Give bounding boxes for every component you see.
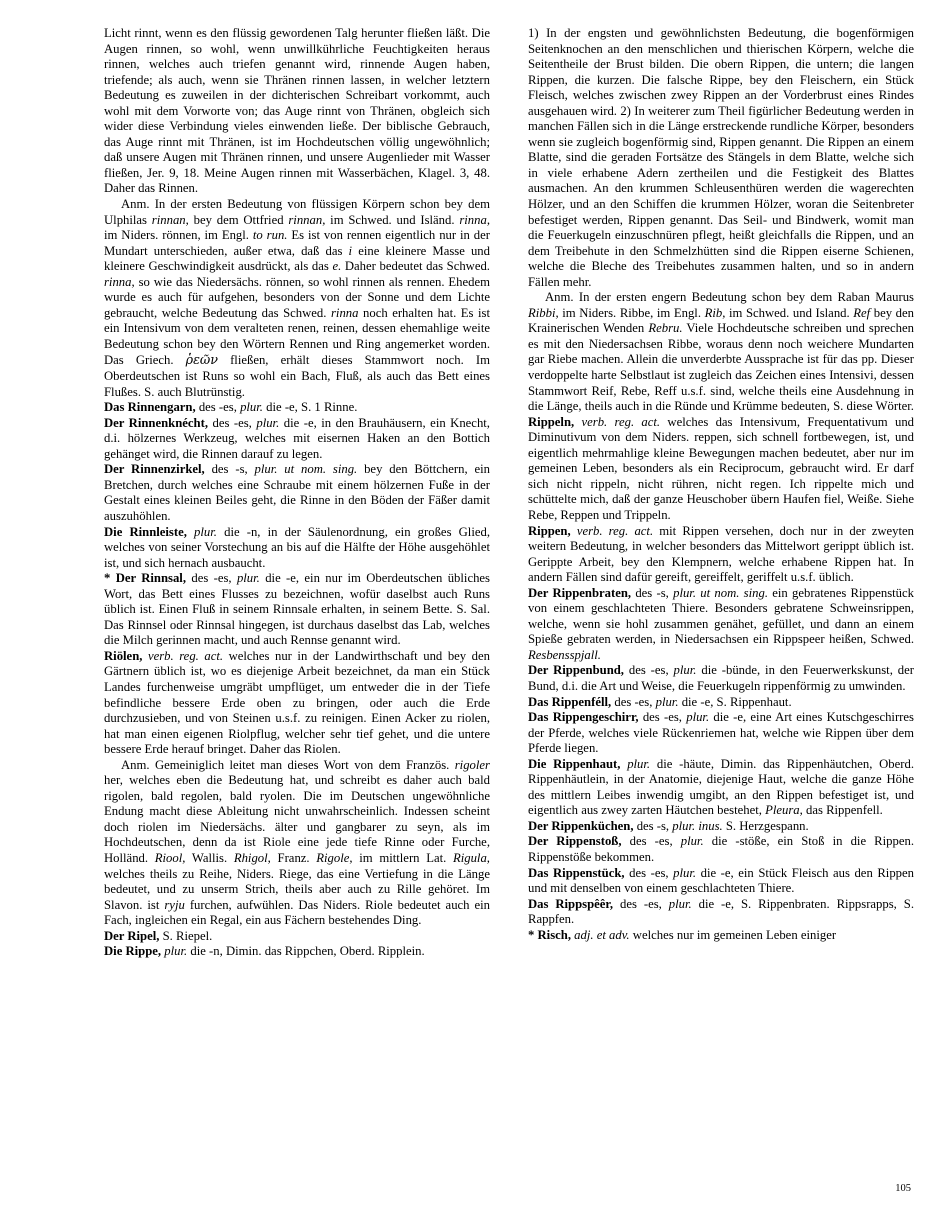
entry-italic: adj. et adv.	[574, 927, 630, 942]
dictionary-entry	[528, 415, 914, 524]
entry-text: die -e, ein Stück Fleisch aus den Rippen und mit denselben von einem geschlachteten Thiere.	[528, 865, 914, 896]
entry-text: die -bünde, in den Feuerwerkskunst, der Bund, d.i. die Art und Weise, die Feuerkugeln rippenförmig zu umwinden.	[528, 663, 914, 693]
dictionary-entry	[528, 695, 914, 711]
dictionary-entry	[528, 819, 914, 835]
dictionary-entry	[104, 571, 490, 649]
entry-text: welches theils zu Reihe, Niders. Riege, das eine Vertiefung in die Länge bedeutet, und zu unserm Strich, theils aber auch zu Rille gehöret. Im Slavon. ist	[104, 866, 490, 912]
entry-italic: plur. inus.	[672, 818, 723, 833]
entry-headword: Der Rippenküchen,	[528, 818, 634, 833]
dictionary-entry	[104, 649, 490, 758]
entry-text: die -e, S. 1 Rinne.	[262, 400, 358, 415]
entry-italic: Ribbi,	[528, 305, 559, 320]
entry-italic: plur.	[673, 663, 697, 678]
dictionary-entry	[104, 929, 490, 945]
dictionary-entry	[104, 944, 490, 960]
dictionary-entry	[104, 758, 490, 929]
dictionary-entry	[528, 897, 914, 928]
entry-headword: Der Ripel,	[104, 928, 160, 943]
dictionary-entry	[104, 400, 490, 416]
entry-text: Anm. In der ersten Bedeutung von flüssigen Körpern schon bey dem Ulphilas	[104, 197, 490, 227]
entry-headword: Das Rippspêêr,	[528, 896, 614, 911]
entry-text: des -es,	[638, 710, 687, 725]
entry-italic: to run.	[252, 228, 288, 243]
entry-text: im Niders. Ribbe, im Engl.	[558, 305, 705, 320]
entry-text: die -e, in den Brauhäusern, ein Knecht, d.i. hölzernes Werkzeug, welches mit eisernen Haken an den Bottich gehänget wird, die Rinnen darauf zu legen.	[104, 415, 490, 461]
entry-text: noch erhalten hat. Es ist ein Intensivum von dem veralteten renen, reinen, dessen ehemahlige weite Bedeutung schon bey den Wörtern Rennen und Ring angemerket worden. Das Griech.	[104, 305, 490, 368]
entry-text: welches nur im gemeinen Leben einiger	[629, 927, 837, 942]
entry-text: furchen, aufwühlen. Das Niders. Riole bedeutet auch ein Fach, ingleichen ein Regal, ein aus Fächern bestehendes Ding.	[104, 897, 490, 928]
entry-italic: Rigula,	[452, 850, 490, 865]
dictionary-entry	[528, 928, 914, 944]
entry-italic: e.	[332, 259, 342, 274]
entry-headword: Riölen,	[104, 648, 143, 663]
entry-text: Franz.	[270, 850, 317, 865]
entry-italic: plur.	[194, 524, 217, 539]
entry-headword: * Risch,	[528, 927, 571, 942]
entry-text: so wie das Niedersächs. rönnen, so wohl rinnen als rennen. Ehedem wurde es auch für aufgehen, besonders von der Sonne und dem Lichte gebraucht, welche Bedeutung das Schwed.	[104, 274, 490, 320]
entry-text: im Niders. rönnen, im Engl.	[104, 228, 253, 243]
entry-text: S. Riepel.	[159, 928, 213, 943]
entry-italic: verb. reg. act.	[576, 523, 654, 538]
entry-italic: rinna	[330, 305, 359, 320]
entry-italic: rinna,	[104, 274, 135, 289]
entry-text: her, welches eben die Bedeutung hat, und schreibt es daher auch bald rigolen, bald regolen, bald ryolen. Die im Deutschen ungewöhnliche Endung macht diese Ableitung nicht unwahrscheinlich. Indessen scheint doch riolen im Niedersächs. älter und gangbarer zu seyn, als im Hochdeutschen, denn da ist Riole eine jede tiefe Rinne oder Furche, Holländ.	[104, 773, 490, 865]
entry-italic: verb. reg. act.	[581, 414, 661, 429]
entry-italic: plur.	[655, 694, 679, 709]
entry-text: des -s,	[633, 818, 673, 833]
entry-text: Es ist von rennen eigentlich nur in der Mundart unterschieden, außer etwa, daß das	[104, 228, 490, 258]
entry-italic: Rib,	[704, 305, 726, 320]
entry-italic: Rigole,	[316, 850, 353, 865]
dictionary-entry	[104, 462, 490, 524]
entry-italic: ryju	[164, 897, 185, 912]
dictionary-entry	[528, 866, 914, 897]
entry-text: des -es,	[621, 834, 681, 849]
entry-text: des -es,	[186, 571, 237, 586]
dictionary-entry	[528, 710, 914, 757]
entry-headword: Das Rippenstück,	[528, 865, 625, 880]
entry-text: fließen, erhält dieses Stammwort noch. Im Oberdeutschen ist Runs so wohl ein Bach, Fluß, als auch das Bett eines Flußes. S. auch Blutrünstig.	[104, 353, 490, 399]
entry-text: im mittlern Lat.	[352, 850, 453, 865]
entry-text: bey den Böttchern, ein Bretchen, durch welches eine Schraube mit einem hölzernen Fuße in der Gestalt eines kleinen Beiles geht, die Rinne in den Böden der Fäßer damit auszuhöhlen.	[104, 462, 490, 523]
entry-headword: Das Rinnengarn,	[104, 400, 196, 415]
entry-headword: * Der Rinnsal,	[104, 571, 187, 586]
entry-headword: Die Rippe,	[104, 944, 162, 959]
entry-text: welches das Intensivum, Frequentativum und Diminutivum von dem Niders. reppen, sich schnell fortbewegen, ist, und eigentlich mehrmahlige kleine Bewegungen machen bedeutet, aber nur im gemeinen Leben, besonders als ein Reciprocum, gebraucht wird. Er darf sich nicht rippeln, nicht rühren, nicht regen. Ich rippelte mich und schüttelte mich, daß der ganze Heuschober übern Haufen fiel, Weiße. Siehe Rebe, Reppen und Trippeln.	[528, 414, 915, 522]
entry-text: Anm. Gemeiniglich leitet man dieses Wort von dem Französ.	[121, 757, 455, 772]
entry-text: Viele Hochdeutsche schreiben und sprechen es mit den Niedersachsen Ribbe, woraus denn noch weichere Mundarten gar Riebe machen. Allein die unverderbte Aussprache ist für das pp. Dieser verdoppelte harte Selbstlaut ist zugleich das Zeichen eines Intensivi, dessen Stammwort Reif, Rebe, Reff u.s.f. sind, welche theils eine Ausdehnung in die Länge, theils auch in die Ründe und Krümme bedeuten, S. diese Wörter.	[528, 321, 914, 414]
entry-italic: rigoler	[454, 757, 490, 772]
entry-text: des -es,	[208, 415, 257, 430]
entry-text: im Schwed. und Island.	[725, 305, 854, 320]
entry-headword: Der Rippenstoß,	[528, 834, 622, 849]
entry-italic: plur. ut nom. sing.	[254, 462, 358, 477]
entry-text: die -e, S. Rippenhaut.	[678, 694, 792, 709]
entry-italic: rinnan,	[151, 212, 189, 227]
entry-headword: Der Rinnenzirkel,	[104, 462, 205, 477]
dictionary-entry	[528, 663, 914, 694]
entry-text: 1) In der engsten und gewöhnlichsten Bedeutung, die bogenförmigen Seitenknochen an den menschlichen und thierischen Körpern, welche die Seitentheile der Brust bilden. Die obern Rippen, die untern; die langen Rippen, die kurzen. Die falsche Rippe, bey den Fleischern, ein Stück Fleisch, welches zwischen zwey Rippen an der Vorderbrust eines Rindes ausgehauen wird. 2) In weiterer zum Theil figürlicher Bedeutung werden in manchen Fällen sich in die Länge erstreckende rundliche Körper, besonders wenn sie zugleich bogenförmig sind, Rippen genannt. Die Rippen an einem Blatte, sind die geraden Fortsätze des Stängels in dem Blatte, welche sich in viele erhabene Adern zertheilen und die Festigkeit des Blattes ausmachen. An den krummen Schleusenthüren werden die wagerechten Hölzer, und an den Schiffen die krummen Hölzer, woran die Seitenbreter befestiget werden, Rippen genannt. Das Seil- und Bindwerk, womit man die Feuerkugeln einzuschnüren pflegt, heißt gleichfalls die Rippen, und an dem Treibehute in den Schmelzhütten sind die Rippen eiserne Schienen, welche die Bleche des Treibehutes zusammen halten, und so in andern Fällen mehr.	[528, 26, 914, 289]
entry-text: das Rippenfell.	[802, 803, 883, 818]
entry-text	[187, 525, 194, 539]
entry-text: die -n, in der Säulenordnung, ein großes Glied, welches von seiner Vorstechung an bis auf die Hälfte der Höhe ausgehöhlet ist, und sich hernach ausbaucht.	[104, 524, 490, 570]
entry-text: die -e, S. Rippenbraten. Rippsrapps, S. Rappfen.	[528, 896, 915, 927]
entry-headword: Das Rippengeschirr,	[528, 710, 639, 725]
dictionary-entry	[528, 26, 914, 290]
entry-italic: i	[348, 243, 353, 258]
entry-italic: rinnan,	[288, 212, 326, 227]
entry-italic: Rebru.	[648, 321, 683, 336]
entry-italic: verb. reg. act.	[147, 648, 224, 663]
two-column-body	[104, 26, 914, 1176]
entry-text: Anm. In der ersten engern Bedeutung schon bey dem Raban Maurus	[545, 290, 914, 305]
entry-text: des -es,	[623, 663, 674, 678]
entry-headword: Rippeln,	[528, 414, 575, 429]
entry-text: eine kleinere Masse und kleinere Geschwindigkeit ausdrückt, als das	[104, 243, 490, 274]
entry-text: die -stöße, ein Stoß in die Rippen. Rippenstöße bekommen.	[528, 834, 914, 864]
entry-headword: Das Rippenféll,	[528, 694, 612, 709]
entry-text: des -es,	[613, 896, 669, 911]
entry-text: die -e, ein nur im Oberdeutschen übliches Wort, das Bett eines Flusses zu bezeichnen, wofür daselbst auch Runs üblich ist. Einen Fluß in seinem Rinnsale erhalten, in seinem Bette. S. Sal. Das Rinnsel oder Rinnsal hingegen, ist durchaus daselbst das Lab, welches die Milch gerinnen macht, und auch Rennse genannt wird.	[104, 571, 490, 648]
entry-italic: Riool,	[154, 850, 186, 865]
entry-text: des -es,	[624, 865, 674, 880]
entry-text: S. Herzgespann.	[722, 818, 809, 833]
entry-italic: plur.	[673, 865, 697, 880]
entry-text: die -n, Dimin. das Rippchen, Oberd. Ripplein.	[187, 944, 425, 959]
entry-italic: plur.	[627, 756, 651, 771]
right-text-column	[528, 26, 914, 1176]
dictionary-entry	[528, 524, 914, 586]
entry-italic: Resbensspjall.	[528, 647, 601, 662]
entry-text: ein gebratenes Rippenstück von einem geschlachteten Thiere. Besonders gebratene Schweinsrippen, welche, wenn sie hohl zusammen genähet, gefüllet, und dann an einem Spieße gebraten werden, in Niedersachsen ein Rippspeer heißen, Schwed.	[528, 585, 914, 647]
entry-italic: plur.	[236, 571, 260, 586]
dictionary-entry	[104, 197, 490, 400]
entry-italic: plur.	[164, 944, 188, 959]
entry-italic: Ref	[853, 305, 871, 320]
entry-text: des -es,	[611, 694, 656, 709]
dictionary-entry	[528, 834, 914, 865]
entry-text: bey dem Ottfried	[188, 212, 289, 227]
entry-headword: Die Rinnleiste,	[104, 524, 187, 539]
entry-italic: plur. ut nom. sing.	[673, 585, 769, 600]
dictionary-entry	[528, 290, 914, 414]
entry-text: des -s,	[204, 462, 255, 477]
dictionary-entry	[528, 757, 914, 819]
entry-text: bey den Krainerischen Wenden	[528, 305, 914, 336]
entry-text	[574, 415, 581, 429]
entry-italic: rinna,	[459, 212, 490, 227]
entry-text: des -es,	[195, 400, 241, 415]
entry-headword: Der Rinnenknécht,	[104, 415, 208, 430]
dictionary-entry	[528, 586, 914, 664]
dictionary-entry	[104, 416, 490, 463]
page-number: 105	[895, 1183, 911, 1194]
entry-italic: plur.	[686, 710, 710, 725]
entry-italic: Pleura,	[765, 803, 803, 818]
entry-italic: plur.	[240, 400, 263, 415]
entry-headword: Die Rippenhaut,	[528, 756, 621, 771]
entry-headword: Der Rippenbraten,	[528, 585, 632, 600]
entry-text: Licht rinnt, wenn es den flüssig gewordenen Talg herunter fließen läßt. Die Augen rinnen, so wohl, wenn unwillkührliche Feuchtigkeiten heraus rinnen, welches auch triefen genannt wird, rinnende Augen haben, triefende; als auch, wenn sie Thränen rinnen lassen, in welcher letztern Bedeutung es zuweilen in der dichterischen Schreibart vorkommt, auch wohl mit dem Vorworte von; das Auge rinnt von Thränen, obgleich sich wider diese Verbindung vieles einwenden ließe. Der biblische Gebrauch, das Auge rinnt mit Thränen, ist im Hochdeutschen völlig ungewöhnlich; daß unsere Augen mit Thränen rinnen, und unsere Augenlieder mit Wasser fließen, Jer. 9, 18. Meine Augen rinnen mit Wasserbächen, Klagel. 3, 48. Daher das Rinnen.	[104, 26, 490, 196]
entry-text: mit Rippen versehen, doch nur in der zweyten weitern Bedeutung, in welcher besonders das Mittelwort gerippt üblich ist. Gerippte Arbeit, bey den Klempnern, welche erhabene Rippen hat. In andern Fällen sind dafür gereift, gereiffelt, geriffelt u.s.f. üblich.	[528, 523, 915, 585]
left-text-column	[104, 26, 490, 1176]
dictionary-entry	[104, 525, 490, 572]
greek-word: ῥεῶν	[185, 352, 218, 368]
entry-italic: Rhigol,	[233, 850, 271, 865]
entry-text: welches nur in der Landwirthschaft und bey den Gärtnern üblich ist, wo es diejenige Arbeit bezeichnet, da man ein Stück Landes furchenweise umgräbt umpflüget, um entweder die in der Tiefe befindliche bessere Erde oben zu bringen, oder auch die Erde durchzusieben, und von Steinen u.s.f. zu reinigen. Einen Acker zu riolen, hat man einen eigenen Riolpflug, welcher sehr tief gehet, und die untere bessere Erde herauf bringet. Daher das Riolen.	[104, 648, 490, 757]
entry-italic: plur.	[668, 896, 692, 911]
entry-text: Daher bedeutet das Schwed.	[341, 259, 490, 274]
entry-text: Wallis.	[185, 850, 234, 865]
entry-italic: plur.	[256, 415, 280, 430]
entry-text: die -häute, Dimin. das Rippenhäutchen, Oberd. Rippenhäutlein, in der Anatomie, diejenige Haut, welche die ganze Höhe des mittlern Leibes inwendig umgibt, an den Rippen befestiget ist, und eigentlich aus zwey zarten Häutchen bestehet,	[528, 756, 914, 818]
entry-text: des -s,	[631, 585, 674, 600]
entry-headword: Der Rippenbund,	[528, 663, 624, 678]
entry-italic: plur.	[680, 834, 704, 849]
entry-text: im Schwed. und Isländ.	[325, 212, 460, 227]
entry-headword: Rippen,	[528, 523, 571, 538]
dictionary-entry	[104, 26, 490, 197]
entry-text: die -e, eine Art eines Kutschgeschirres der Pferde, welches viele Rückenriemen hat, welche wie Rippen über dem Pferde liegen.	[528, 710, 914, 756]
